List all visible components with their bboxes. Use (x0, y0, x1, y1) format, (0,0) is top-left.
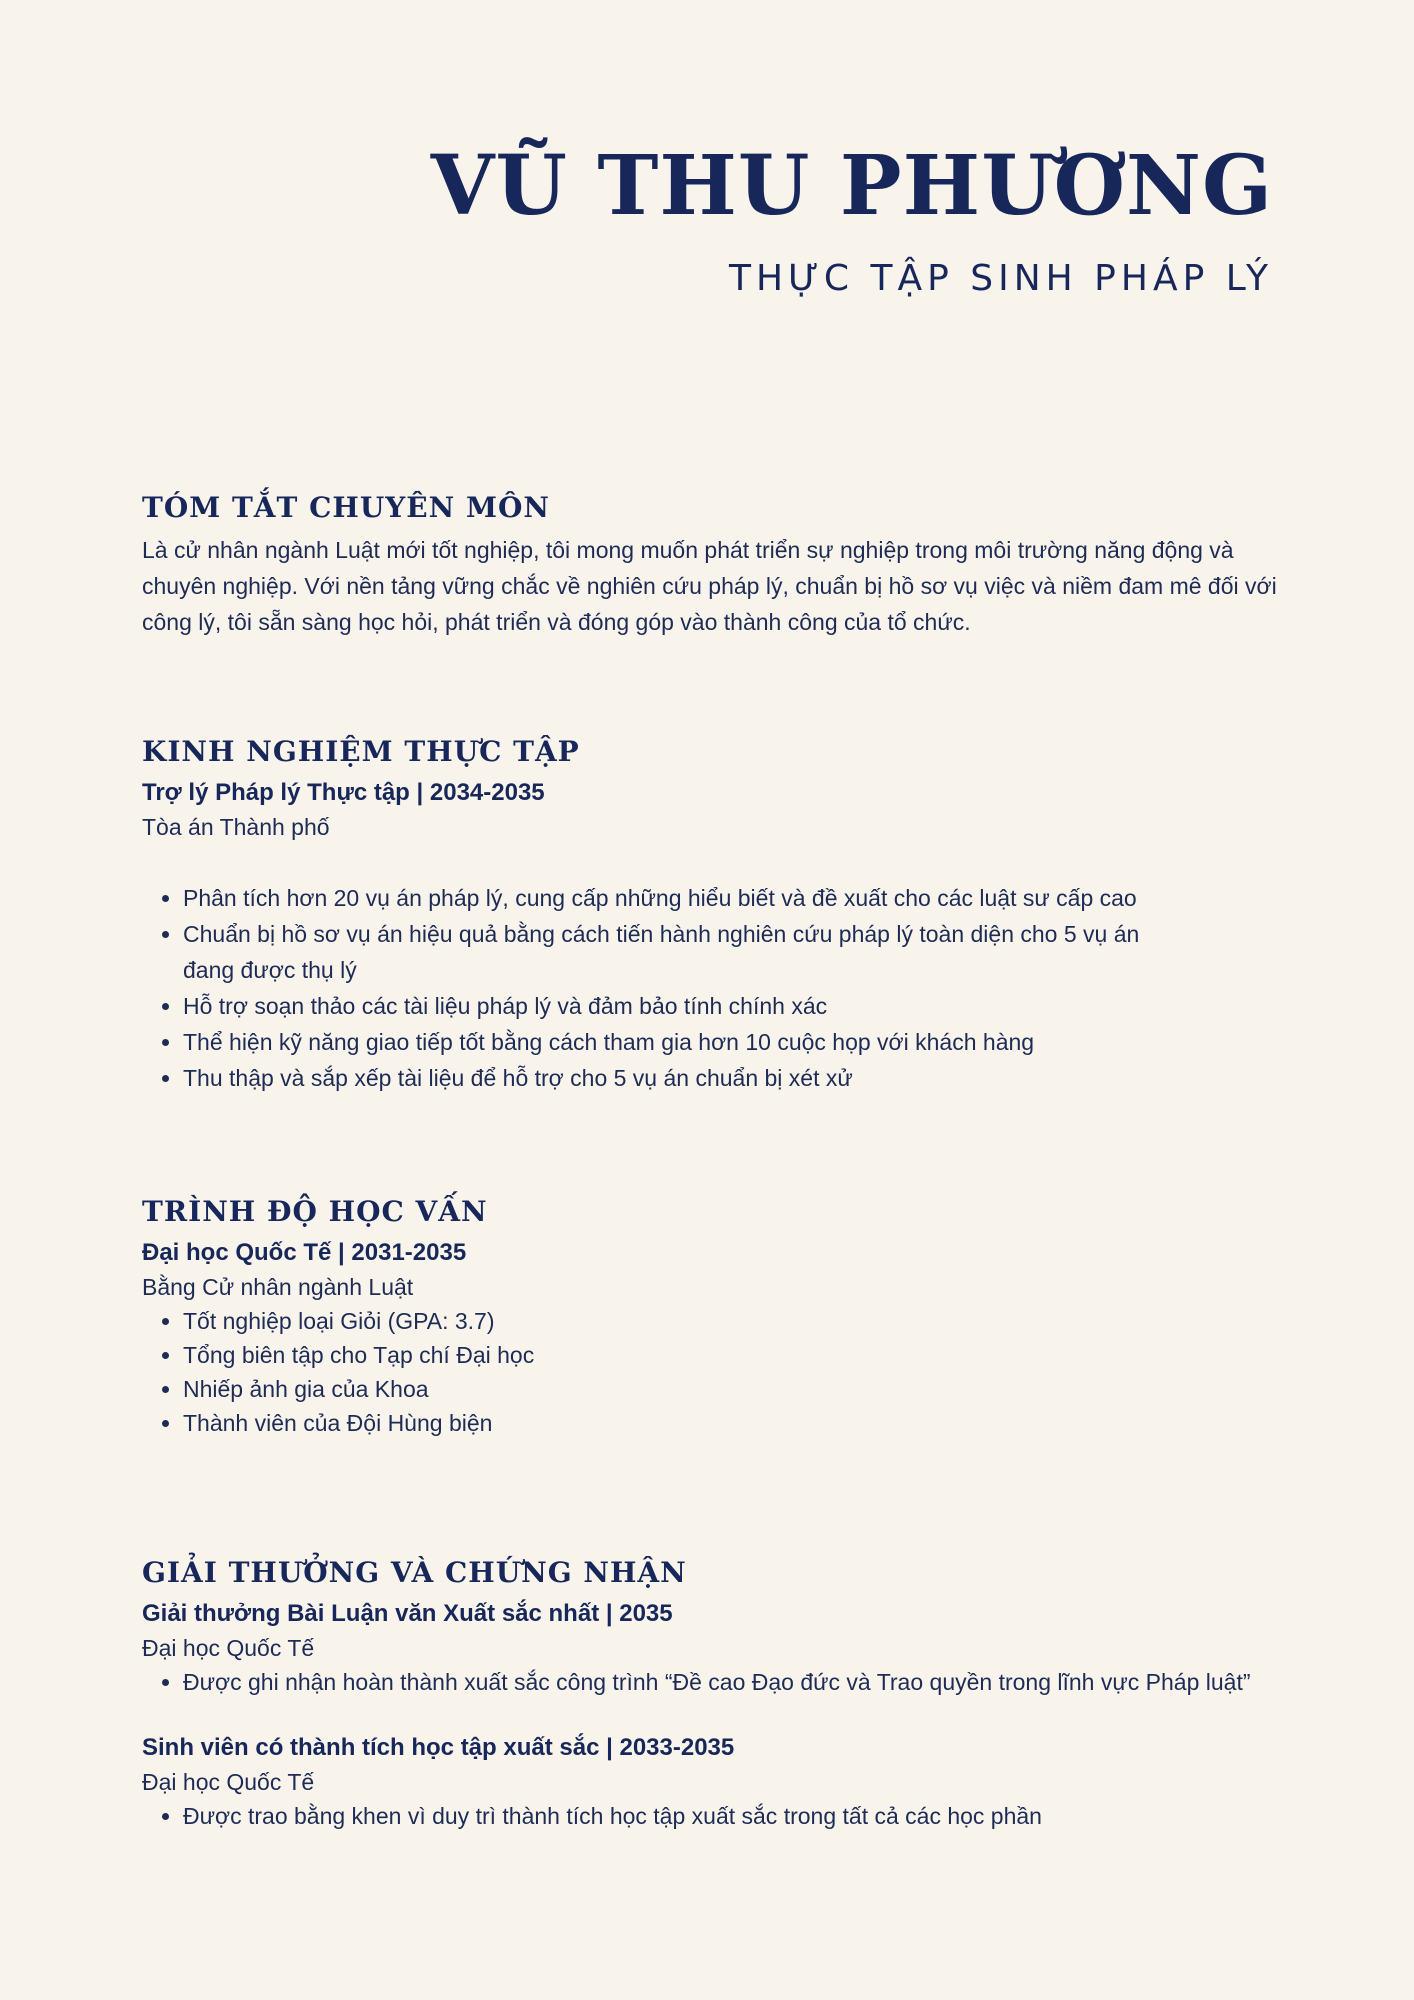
education-bullet: • Nhiếp ảnh gia của Khoa (183, 1372, 1292, 1406)
awards-section (142, 1557, 1342, 1833)
candidate-name: VŨ THU PHƯƠNG (430, 138, 1273, 234)
education-bullet: • Thành viên của Đội Hùng biện (183, 1406, 1292, 1440)
award-bullet-list (142, 1799, 1342, 1833)
education-bullet: • Tổng biên tập cho Tạp chí Đại học (183, 1338, 1292, 1372)
candidate-role: THỰC TẬP SINH PHÁP LÝ (728, 258, 1273, 299)
education-bullet: • Tốt nghiệp loại Giỏi (GPA: 3.7) (183, 1304, 1292, 1338)
education-degree: Bằng Cử nhân ngành Luật (142, 1274, 414, 1301)
summary-text: Là cử nhân ngành Luật mới tốt nghiệp, tôi mong muốn phát triển sự nghiệp trong môi trường năng động và chuyên nghiệp. Với nền tảng vững chắc về nghiên cứu pháp lý, chuẩn bị hồ sơ vụ việc và niềm đam mê đối với công lý, tôi sẵn sàng học hỏi, phát triển và đóng góp vào thành công của tổ chức. (142, 537, 1277, 636)
education-bullet-list (142, 1304, 1292, 1440)
award-organization: Đại học Quốc Tế (142, 1635, 315, 1662)
education-section (142, 1196, 1292, 1440)
experience-bullet: • Chuẩn bị hồ sơ vụ án hiệu quả bằng cách tiến hành nghiên cứu pháp lý toàn diện cho 5 vụ án đang được thụ lý (183, 916, 1292, 988)
education-heading: TRÌNH ĐỘ HỌC VẤN (142, 1195, 488, 1228)
award-bullet-list (142, 1665, 1342, 1699)
resume-header (430, 138, 1273, 299)
summary-section (142, 492, 1292, 640)
experience-bullet: • Thu thập và sắp xếp tài liệu để hỗ trợ cho 5 vụ án chuẩn bị xét xử (183, 1060, 1292, 1096)
experience-bullet: • Hỗ trợ soạn thảo các tài liệu pháp lý và đảm bảo tính chính xác (183, 988, 1292, 1024)
award-organization: Đại học Quốc Tế (142, 1769, 315, 1796)
experience-bullet: • Thể hiện kỹ năng giao tiếp tốt bằng cách tham gia hơn 10 cuộc họp với khách hàng (183, 1024, 1292, 1060)
award-name: Sinh viên có thành tích học tập xuất sắc | 2033-2035 (142, 1734, 735, 1762)
experience-organization: Tòa án Thành phố (142, 814, 330, 841)
experience-section (142, 736, 1292, 1096)
summary-heading: TÓM TẮT CHUYÊN MÔN (142, 491, 550, 524)
education-school: Đại học Quốc Tế | 2031-2035 (142, 1239, 467, 1267)
experience-bullet: • Phân tích hơn 20 vụ án pháp lý, cung cấp những hiểu biết và đề xuất cho các luật sư cấp cao (183, 880, 1292, 916)
experience-heading: KINH NGHIỆM THỰC TẬP (142, 735, 580, 768)
awards-heading: GIẢI THƯỞNG VÀ CHỨNG NHẬN (142, 1556, 687, 1589)
experience-bullet-list (142, 880, 1292, 1096)
award-name: Giải thưởng Bài Luận văn Xuất sắc nhất | 2035 (142, 1600, 673, 1628)
award-entry (142, 1597, 1342, 1699)
award-entry (142, 1731, 1342, 1833)
award-bullet: • Được ghi nhận hoàn thành xuất sắc công trình “Đề cao Đạo đức và Trao quyền trong lĩnh vực Pháp luật” (183, 1665, 1342, 1699)
award-bullet: • Được trao bằng khen vì duy trì thành tích học tập xuất sắc trong tất cả các học phần (183, 1799, 1342, 1833)
experience-job-title: Trợ lý Pháp lý Thực tập | 2034-2035 (142, 779, 545, 807)
